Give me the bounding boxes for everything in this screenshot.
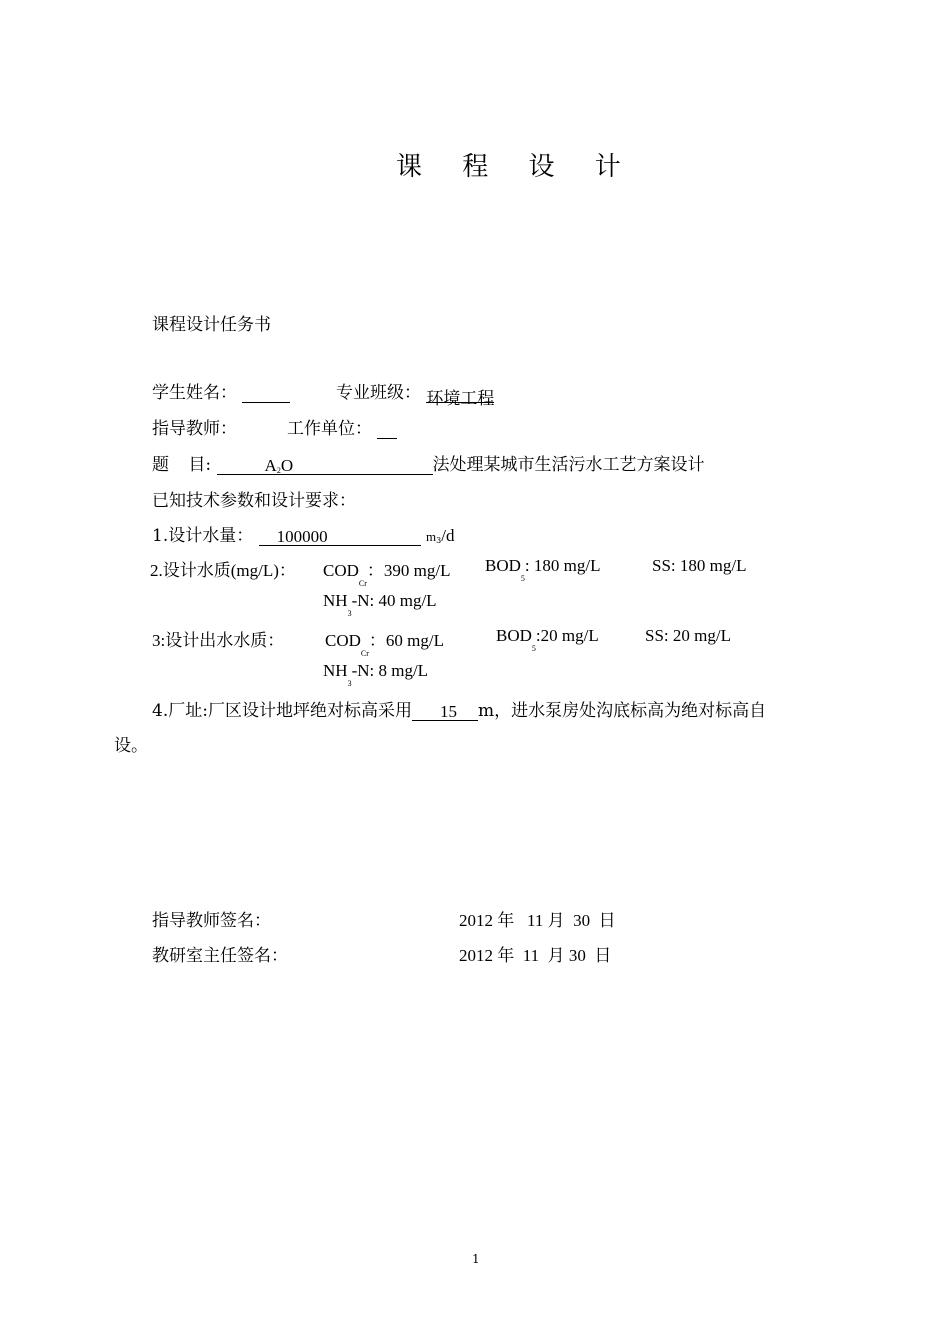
flow-unit-sup: 3 <box>436 536 442 545</box>
topic-process-field <box>217 456 433 475</box>
site-label: 4.厂址:厂区设计地坪绝对标高采用 <box>152 701 412 721</box>
effluent-cod <box>325 626 444 658</box>
site-elevation: 15 <box>412 702 478 721</box>
effluent-cod-name: COD <box>325 631 361 650</box>
major-label: 专业班级： <box>336 383 421 403</box>
effluent-label: 3:设计出水水质： <box>152 631 285 650</box>
advisor-row <box>152 414 237 439</box>
site-rest: m，进水泵房处沟底标高为绝对标高自 <box>477 701 767 721</box>
effluent-cod-sub: Cr <box>360 649 369 658</box>
page-number: 1 <box>472 1252 480 1266</box>
advisor-label: 指导教师： <box>152 419 237 439</box>
flow-row <box>152 521 455 546</box>
effluent-bod <box>496 626 599 653</box>
unit-label: 工作单位： <box>287 419 372 439</box>
influent-cod-sub: Cr <box>358 579 367 588</box>
student-row <box>152 378 290 403</box>
topic-label-b: 目: <box>188 455 212 475</box>
unit-row <box>287 414 397 439</box>
influent-row <box>150 556 296 581</box>
page-title: 课 程 设 计 <box>396 152 637 182</box>
section-heading: 课程设计任务书 <box>152 315 271 335</box>
known-params: 已知技术参数和设计要求： <box>152 491 356 511</box>
influent-bod <box>485 556 601 583</box>
influent-label: 2.设计水质(mg/L)： <box>150 561 296 580</box>
influent-bod-value: : 180 mg/L <box>524 556 601 575</box>
flow-label: 1.设计水量： <box>152 526 254 546</box>
director-signature-label: 教研室主任签名： <box>152 946 288 966</box>
student-name-field <box>242 384 290 403</box>
influent-nh-value: -N: 40 mg/L <box>351 591 437 610</box>
site-row <box>152 696 766 721</box>
influent-bod-sub: 5 <box>520 574 525 583</box>
influent-nh-name: NH <box>323 591 348 610</box>
major-row <box>336 378 495 409</box>
effluent-row <box>152 626 284 651</box>
effluent-bod-value: :20 mg/L <box>535 626 599 645</box>
influent-cod <box>323 556 451 588</box>
influent-cod-name: COD <box>323 561 359 580</box>
topic-process-a: A <box>264 456 277 475</box>
influent-cod-value: ：390 mg/L <box>366 561 451 580</box>
effluent-nh-sub: 3 <box>347 679 352 688</box>
influent-ss: SS: 180 mg/L <box>652 556 747 575</box>
effluent-ss: SS: 20 mg/L <box>645 626 731 645</box>
effluent-nh-name: NH <box>323 661 348 680</box>
effluent-nh-value: -N: 8 mg/L <box>351 661 429 680</box>
major-value: 环境工程 <box>426 384 494 403</box>
influent-nh <box>323 591 437 618</box>
topic-process-o: O <box>280 456 294 475</box>
effluent-bod-name: BOD <box>496 626 532 645</box>
advisor-signature-date: 2012 年 11 月 30 日 <box>459 911 616 930</box>
student-label: 学生姓名： <box>152 383 237 403</box>
site-cont: 设。 <box>114 736 148 756</box>
topic-process-sup: 2 <box>276 466 281 475</box>
topic-rest: 法处理某城市生活污水工艺方案设计 <box>432 455 705 475</box>
unit-field <box>377 420 397 439</box>
effluent-nh <box>323 661 429 688</box>
advisor-signature-label: 指导教师签名： <box>152 911 271 931</box>
effluent-cod-value: ：60 mg/L <box>368 631 444 650</box>
flow-unit-m: m <box>426 529 437 544</box>
topic-row <box>152 450 705 475</box>
flow-unit-d: /d <box>441 526 455 545</box>
influent-bod-name: BOD <box>485 556 521 575</box>
influent-nh-sub: 3 <box>347 609 352 618</box>
director-signature-date: 2012 年 11 月 30 日 <box>459 946 612 965</box>
effluent-bod-sub: 5 <box>531 644 536 653</box>
flow-value: 100000 <box>259 527 421 546</box>
topic-label-a: 题 <box>152 455 169 475</box>
